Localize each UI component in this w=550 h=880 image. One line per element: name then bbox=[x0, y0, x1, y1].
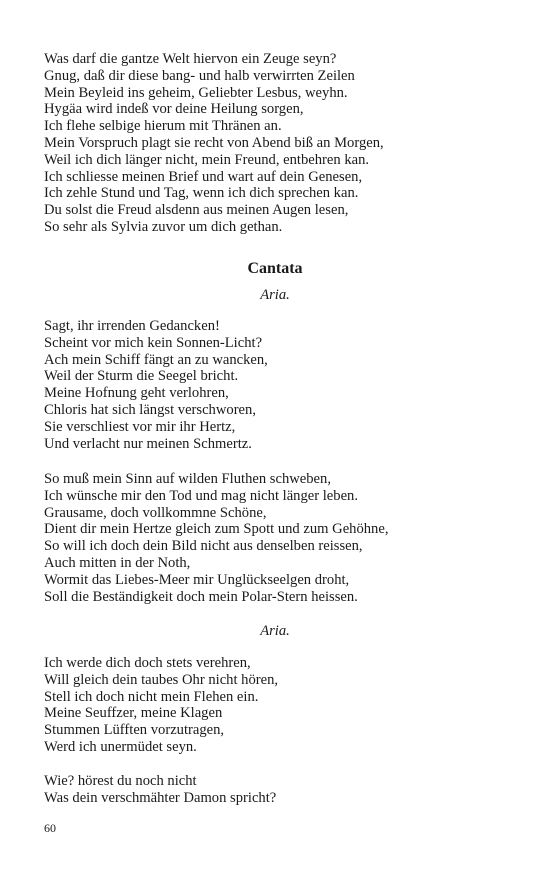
page-number: 60 bbox=[44, 821, 56, 835]
section-title: Cantata bbox=[247, 260, 303, 277]
verse-line: So will ich doch dein Bild nicht aus denselben reissen, bbox=[44, 538, 363, 555]
aria-label: Aria. bbox=[260, 287, 290, 303]
verse-line: Auch mitten in der Noth, bbox=[44, 554, 191, 571]
verse-line: Was dein verschmähter Damon spricht? bbox=[44, 789, 277, 806]
verse-line: Grausame, doch vollkommne Schöne, bbox=[44, 504, 267, 521]
verse-line: Und verlacht nur meinen Schmertz. bbox=[44, 435, 252, 452]
verse-line: Dient dir mein Hertze gleich zum Spott und zum Gehöhne, bbox=[44, 521, 389, 538]
aria-verse bbox=[44, 318, 514, 452]
verse-line: So sehr als Sylvia zuvor um dich gethan. bbox=[44, 218, 283, 235]
verse-line: Sie verschliest vor mir ihr Hertz, bbox=[44, 418, 236, 435]
verse-line: Meine Seuffzer, meine Klagen bbox=[44, 705, 223, 722]
intro-verse bbox=[44, 51, 514, 236]
verse-line: Scheint vor mich kein Sonnen-Licht? bbox=[44, 334, 263, 351]
verse-line: Ich schliesse meinen Brief und wart auf dein Genesen, bbox=[44, 168, 363, 185]
verse-line: Mein Vorspruch plagt sie recht von Abend biß an Morgen, bbox=[44, 134, 384, 151]
verse-line: Hygäa wird indeß vor deine Heilung sorgen, bbox=[44, 101, 304, 118]
verse-line: Will gleich dein taubes Ohr nicht hören, bbox=[44, 671, 279, 688]
recitative-verse bbox=[44, 471, 514, 605]
aria-label: Aria. bbox=[260, 623, 290, 639]
verse-line: Du solst die Freud alsdenn aus meinen Augen lesen, bbox=[44, 202, 349, 219]
aria-verse bbox=[44, 655, 514, 756]
verse-line: Meine Hofnung geht verlohren, bbox=[44, 385, 229, 402]
verse-line: So muß mein Sinn auf wilden Fluthen schweben, bbox=[44, 471, 331, 487]
final-verse bbox=[44, 773, 514, 807]
verse-line: Stell ich doch nicht mein Flehen ein. bbox=[44, 688, 259, 705]
verse-line: Was darf die gantze Welt hiervon ein Zeuge seyn? bbox=[44, 51, 337, 67]
verse-line: Ich zehle Stund und Tag, wenn ich dich sprechen kan. bbox=[44, 185, 359, 202]
verse-line: Ich wünsche mir den Tod und mag nicht länger leben. bbox=[44, 487, 359, 504]
verse-line: Weil ich dich länger nicht, mein Freund, entbehren kan. bbox=[44, 151, 370, 168]
verse-line: Ach mein Schiff fängt an zu wancken, bbox=[44, 351, 268, 368]
verse-line: Mein Beyleid ins geheim, Geliebter Lesbus, weyhn. bbox=[44, 84, 348, 101]
verse-line: Chloris hat sich längst verschworen, bbox=[44, 401, 256, 418]
verse-line: Ich werde dich doch stets verehren, bbox=[44, 655, 251, 671]
verse-line: Wie? hörest du noch nicht bbox=[44, 773, 197, 789]
verse-line: Weil der Sturm die Seegel bricht. bbox=[44, 368, 239, 385]
verse-line: Gnug, daß dir diese bang- und halb verwirrten Zeilen bbox=[44, 67, 355, 84]
verse-line: Werd ich unermüdet seyn. bbox=[44, 738, 197, 755]
verse-line: Sagt, ihr irrenden Gedancken! bbox=[44, 318, 220, 334]
verse-line: Stummen Lüfften vorzutragen, bbox=[44, 722, 225, 739]
verse-line: Ich flehe selbige hierum mit Thränen an. bbox=[44, 118, 282, 135]
verse-line: Wormit das Liebes-Meer mir Unglückseelgen droht, bbox=[44, 571, 350, 588]
verse-line: Soll die Beständigkeit doch mein Polar-Stern heissen. bbox=[44, 588, 358, 605]
